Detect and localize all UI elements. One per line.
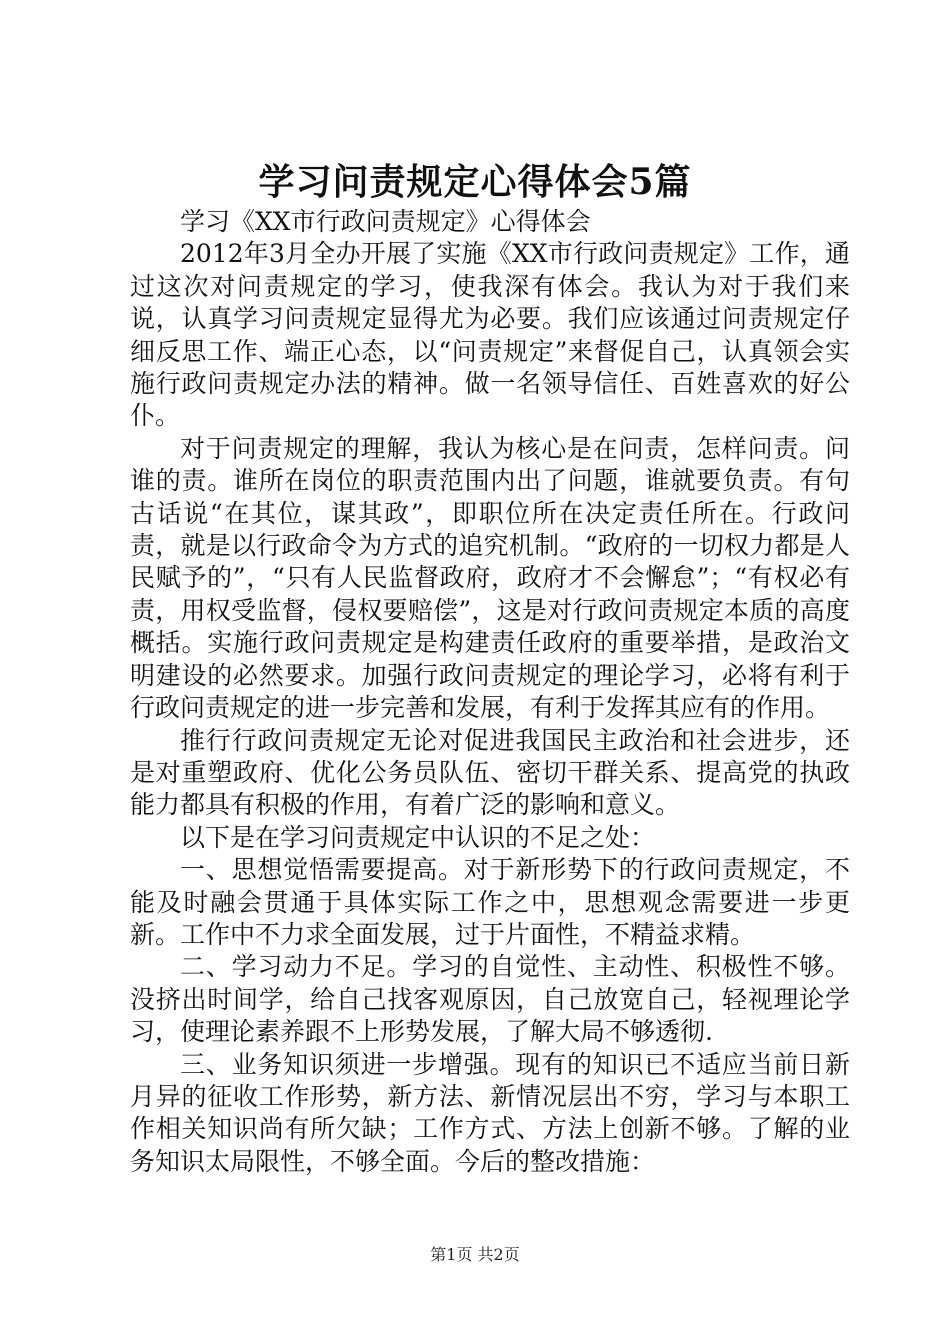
page-number-footer: 第1页 共2页: [430, 1245, 520, 1264]
paragraph: 一、思想觉悟需要提高。对于新形势下的行政问责规定，不能及时融会贯通于具体实际工作之中，思想观念需要进一步更新。工作中不力求全面发展，过于片面性，不精益求精。: [130, 855, 850, 949]
paragraph-subtitle: 学习《XX市行政问责规定》心得体会: [180, 207, 591, 236]
paragraph: 三、业务知识须进一步增强。现有的知识已不适应当前日新月异的征收工作形势，新方法、新情况层出不穷，学习与本职工作相关知识尚有所欠缺；工作方式、方法上创新不够。了解的业务知识太局限性，不够全面。今后的整改措施：: [130, 1049, 850, 1176]
document-title: 学习问责规定心得体会5篇: [258, 161, 692, 203]
paragraph: 二、学习动力不足。学习的自觉性、主动性、积极性不够。没挤出时间学，给自己找客观原因，自己放宽自己，轻视理论学习，使理论素养跟不上形势发展，了解大局不够透彻.: [130, 952, 850, 1047]
paragraph: 推行行政问责规定无论对促进我国民主政治和社会进步，还是对重塑政府、优化公务员队伍、密切干群关系、提高党的执政能力都具有积极的作用，有着广泛的影响和意义。: [130, 725, 850, 820]
paragraph: 对于问责规定的理解，我认为核心是在问责，怎样问责。问谁的责。谁所在岗位的职责范围内出了问题，谁就要负责。有句古话说“在其位，谋其政”，即职位所在决定责任所在。行政问责，就是以行政命令为方式的追究机制。“政府的一切权力都是人民赋予的”，“只有人民监督政府，政府才不会懈怠”；“有权必有责，用权受监督，侵权要赔偿”，这是对行政问责规定本质的高度概括。实施行政问责规定是构建责任政府的重要举措，是政治文明建设的必然要求。加强行政问责规定的理论学习，必将有利于行政问责规定的进一步完善和发展，有利于发挥其应有的作用。: [130, 433, 850, 723]
paragraph: 2012年3月全办开展了实施《XX市行政问责规定》工作，通过这次对问责规定的学习，使我深有体会。我认为对于我们来说，认真学习问责规定显得尤为必要。我们应该通过问责规定仔细反思工作、端正心态，以“问责规定”来督促自己，认真领会实施行政问责规定办法的精神。做一名领导信任、百姓喜欢的好公仆。: [130, 239, 850, 431]
document-body: [130, 206, 850, 1178]
paragraph: 以下是在学习问责规定中认识的不足之处：: [180, 822, 656, 852]
